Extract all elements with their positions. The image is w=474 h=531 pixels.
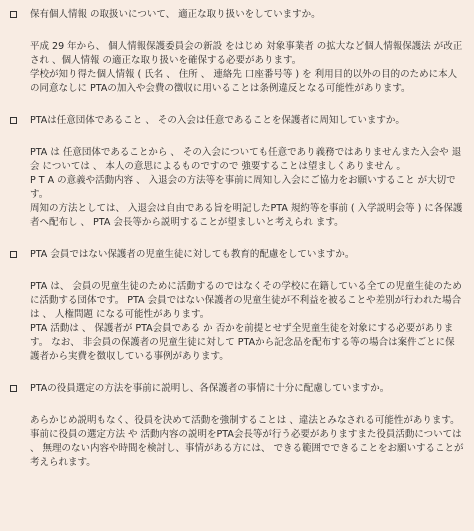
section-heading-non-member-consideration xyxy=(30,248,464,262)
section-heading-text: PTAの役員選定の方法を事前に説明し、各保護者の事情に十分に配慮していますか。 xyxy=(30,383,390,394)
paragraph: 事前に役員の選定方法 や 活動内容の説明をPTA会長等が行う必要がありますまた役員活動については 、 無理のない内容や時間を検討し、事情がある方には、 できる範囲でできることをお願いすることが考えられます。 xyxy=(30,429,464,468)
section-heading-officer-selection xyxy=(30,382,464,396)
section-heading-voluntary xyxy=(30,114,464,128)
section-heading-text: 保有個人情報 の取扱いについて、 適正な取り扱いをしていますか。 xyxy=(30,9,321,20)
paragraph: 平成 29 年から、 個人情報保護委員会の新設 をはじめ 対象事業者 の拡大など個人情報保護法 が改正され 、個人情報 の適正な取り扱いを確保する必要があります。 xyxy=(30,41,463,66)
paragraph: あらかじめ説明もなく、役員を決めて活動を強制することは 、違法とみなされる可能性があります。 xyxy=(30,415,460,426)
paragraph: PTA は 任意団体であることから 、 その入会についても任意であり義務ではありませんまた入会や 退会 については 、 本人の意思によるものですので 強要することは望ましくありません 。 xyxy=(30,147,462,172)
paragraph: PTA 活動は 、 保護者が PTA会員である か 否かを前提とせず全児童生徒を対象にする必要があります。 なお、 非会員の保護者の児童生徒に対して PTAから記念品を配布する等の場合は案件ごとに保護者から実費を徴収している事例があります。 xyxy=(30,323,455,362)
paragraph: 周知の方法としては、 入退会は自由である旨を明記したPTA 規約等を事前 ( 入学説明会等 ) に各保護者へ配布し 、 PTA 会長等から説明することが望ましいと考えられ ます。 xyxy=(30,203,463,228)
checkbox-square-icon xyxy=(10,117,17,124)
paragraph: P T A の意義や活動内容 、 入退会の方法等を事前に周知し入会にご協力をお願いすること が大切です。 xyxy=(30,175,456,200)
paragraph: PTA は、 会員の児童生徒のために活動するのではなくその学校に在籍している全ての児童生徒のために活動する団体です。 PTA 会員ではない保護者の児童生徒が不利益を被ることや差別が行われた場合は 、 人権問題 になる可能性があります。 xyxy=(30,281,462,320)
section-heading-text: PTA 会員ではない保護者の児童生徒に対しても教育的配慮をしていますか。 xyxy=(30,249,355,260)
section-heading-personal-info xyxy=(30,8,464,22)
checkbox-square-icon xyxy=(10,385,17,392)
paragraph: 学校が知り得た個人情報 ( 氏名 、 住所 、 連絡先 口座番号等 ) を 利用目的以外の目的のために本人の同意なしに PTAの加入や会費の徴収に用いることは条例違反となる可能性があります。 xyxy=(30,69,458,94)
checkbox-square-icon xyxy=(10,251,17,258)
section-heading-text: PTAは任意団体であること 、 その入会は任意であることを保護者に周知していますか。 xyxy=(30,115,405,126)
checkbox-square-icon xyxy=(10,11,17,18)
